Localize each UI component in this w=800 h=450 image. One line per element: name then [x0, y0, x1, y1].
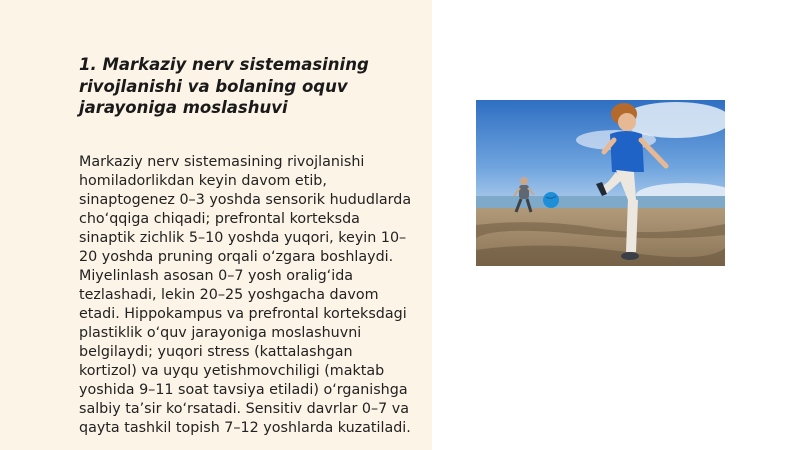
ball [543, 192, 559, 208]
slide-title: 1. Markaziy nerv sistemasining rivojlanishi va bolaning oquv jarayoniga moslashuvi [79, 55, 369, 117]
beach-football-photo [476, 100, 725, 266]
slide-body-text: Markaziy nerv sistemasining rivojlanishi homiladorlikdan keyin davom etib, sinaptogenez 0–3 yoshda sensorik hududlarda cho‘qqiga chiqadi; prefrontal korteksda sinaptik zichlik 5–10 yoshda yuqori, keyin 10–20 yoshda pruning orqali o‘zgara boshlaydi. Miyelinlash asosan 0–7 yosh oralig‘ida tezlashadi, lekin 20–25 yoshgacha davom etadi. Hippokampus va prefrontal korteksdagi plastiklik o‘quv jarayoniga moslashuvni belgilaydi; yuqori stress (kattalashgan kortizol) va uyqu yetishmovchiligi (maktab yoshida 9–11 soat tavsiya etiladi) o‘rganishga salbiy ta’sir ko‘rsatadi. Sensitiv davrlar 0–7 va qayta tashkil topish 7–12 yoshlarda kuzatiladi. [79, 154, 412, 436]
